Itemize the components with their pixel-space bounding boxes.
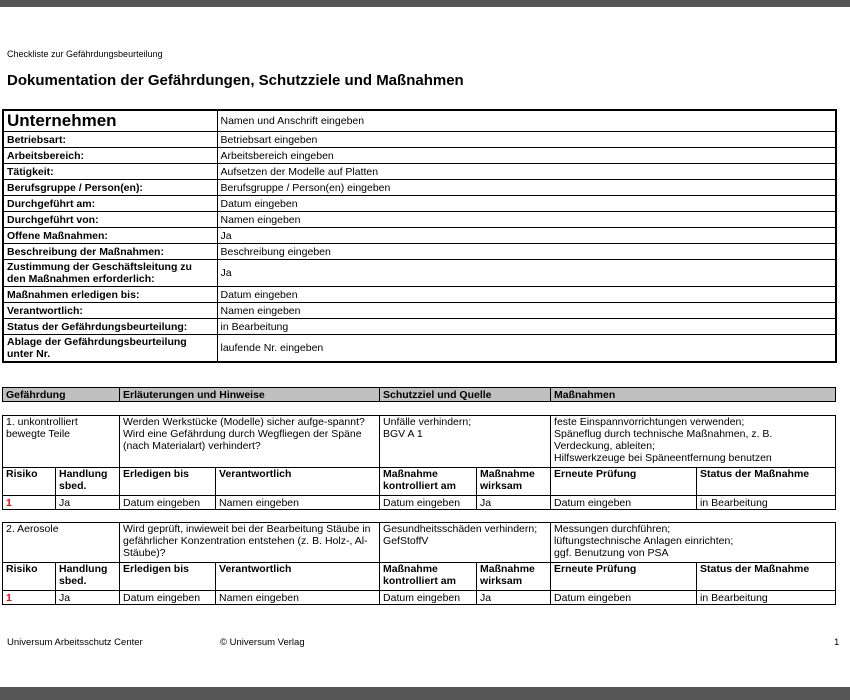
info-value-field[interactable]: in Bearbeitung <box>217 319 836 335</box>
info-row <box>3 180 836 196</box>
info-label: Durchgeführt am: <box>3 196 217 212</box>
subheader-due: Erledigen bis <box>120 468 216 496</box>
footer-copyright: © Universum Verlag <box>220 637 305 648</box>
hazard-header-table <box>2 387 836 402</box>
info-label: Betriebsart: <box>3 132 217 148</box>
info-row <box>3 148 836 164</box>
subheader-effective: Maßnahme wirksam <box>477 468 551 496</box>
controlled-date-field[interactable]: Datum eingeben <box>380 496 477 510</box>
subheader-due: Erledigen bis <box>120 563 216 591</box>
document-label: Checkliste zur Gefährdungsbeurteilung <box>7 49 163 59</box>
hazard-block-1 <box>2 415 836 510</box>
info-label: Verantwortlich: <box>3 303 217 319</box>
subheader-responsible: Verantwortlich <box>216 468 380 496</box>
info-value-field[interactable]: Ja <box>217 260 836 287</box>
company-info-table <box>2 109 837 363</box>
subheader-controlled: Maßnahme kontrolliert am <box>380 468 477 496</box>
hazard-block-2 <box>2 522 836 605</box>
subheader-risk: Risiko <box>3 563 56 591</box>
controlled-date-field[interactable]: Datum eingeben <box>380 591 477 605</box>
info-label: Status der Gefährdungsbeurteilung: <box>3 319 217 335</box>
subheader-action-needed: Handlung sbed. <box>56 468 120 496</box>
info-value-field[interactable]: Ja <box>217 228 836 244</box>
info-value-field[interactable]: Datum eingeben <box>217 196 836 212</box>
window-bottom-bar <box>0 687 850 700</box>
hazard-measures: feste Einspannvorrichtungen verwenden; Späneflug durch technische Maßnahmen, z. B. Verdeckung, ableiten; Hilfswerkzeuge bei Späneentfernung benutzen <box>551 416 836 468</box>
action-needed-field[interactable]: Ja <box>56 496 120 510</box>
company-name-field[interactable]: Namen und Anschrift eingeben <box>217 110 836 132</box>
company-heading-row <box>3 110 836 132</box>
subheader-effective: Maßnahme wirksam <box>477 563 551 591</box>
subheader-status: Status der Maßnahme <box>697 468 836 496</box>
info-label: Beschreibung der Maßnahmen: <box>3 244 217 260</box>
company-heading: Unternehmen <box>3 110 217 132</box>
column-header-hazard: Gefährdung <box>3 388 120 402</box>
subheader-recheck: Erneute Prüfung <box>551 563 697 591</box>
hazard-goal: Unfälle verhindern; BGV A 1 <box>380 416 551 468</box>
info-value-field[interactable]: Betriebsart eingeben <box>217 132 836 148</box>
recheck-date-field[interactable]: Datum eingeben <box>551 496 697 510</box>
risk-value[interactable]: 1 <box>3 591 56 605</box>
info-label: Tätigkeit: <box>3 164 217 180</box>
info-row <box>3 303 836 319</box>
subheader-status: Status der Maßnahme <box>697 563 836 591</box>
footer-page-number: 1 <box>834 637 840 648</box>
recheck-date-field[interactable]: Datum eingeben <box>551 591 697 605</box>
info-row <box>3 260 836 287</box>
info-label: Durchgeführt von: <box>3 212 217 228</box>
hazard-notes: Wird geprüft, inwieweit bei der Bearbeitung Stäube in gefährlicher Konzentration entstehen (z. B. Holz-, Al-Stäube)? <box>120 523 380 563</box>
status-field[interactable]: in Bearbeitung <box>697 591 836 605</box>
info-label: Maßnahmen erledigen bis: <box>3 287 217 303</box>
info-value-field[interactable]: Arbeitsbereich eingeben <box>217 148 836 164</box>
info-value-field[interactable]: Namen eingeben <box>217 303 836 319</box>
info-label: Offene Maßnahmen: <box>3 228 217 244</box>
info-label: Berufsgruppe / Person(en): <box>3 180 217 196</box>
info-row <box>3 132 836 148</box>
window-top-bar <box>0 0 850 7</box>
info-label: Arbeitsbereich: <box>3 148 217 164</box>
risk-value[interactable]: 1 <box>3 496 56 510</box>
info-row <box>3 319 836 335</box>
info-value-field[interactable]: laufende Nr. eingeben <box>217 335 836 362</box>
subheader-recheck: Erneute Prüfung <box>551 468 697 496</box>
info-row <box>3 196 836 212</box>
info-value-field[interactable]: Berufsgruppe / Person(en) eingeben <box>217 180 836 196</box>
column-header-goal: Schutzziel und Quelle <box>380 388 551 402</box>
subheader-risk: Risiko <box>3 468 56 496</box>
info-row <box>3 228 836 244</box>
due-date-field[interactable]: Datum eingeben <box>120 591 216 605</box>
effective-field[interactable]: Ja <box>477 496 551 510</box>
info-value-field[interactable]: Aufsetzen der Modelle auf Platten <box>217 164 836 180</box>
responsible-field[interactable]: Namen eingeben <box>216 591 380 605</box>
info-label: Zustimmung der Geschäftsleitung zu den Maßnahmen erforderlich: <box>3 260 217 287</box>
status-field[interactable]: in Bearbeitung <box>697 496 836 510</box>
info-value-field[interactable]: Namen eingeben <box>217 212 836 228</box>
info-label: Ablage der Gefährdungsbeurteilung unter Nr. <box>3 335 217 362</box>
subheader-controlled: Maßnahme kontrolliert am <box>380 563 477 591</box>
effective-field[interactable]: Ja <box>477 591 551 605</box>
hazard-name: 1. unkontrolliert bewegte Teile <box>3 416 120 468</box>
page-title: Dokumentation der Gefährdungen, Schutzziele und Maßnahmen <box>7 72 464 89</box>
hazard-name: 2. Aerosole <box>3 523 120 563</box>
subheader-action-needed: Handlung sbed. <box>56 563 120 591</box>
due-date-field[interactable]: Datum eingeben <box>120 496 216 510</box>
action-needed-field[interactable]: Ja <box>56 591 120 605</box>
footer-publisher: Universum Arbeitsschutz Center <box>7 637 143 648</box>
column-header-notes: Erläuterungen und Hinweise <box>120 388 380 402</box>
hazard-goal: Gesundheitsschäden verhindern; GefStoffV <box>380 523 551 563</box>
column-header-measures: Maßnahmen <box>551 388 836 402</box>
info-row <box>3 335 836 362</box>
info-value-field[interactable]: Beschreibung eingeben <box>217 244 836 260</box>
info-row <box>3 212 836 228</box>
hazard-measures: Messungen durchführen; lüftungstechnische Anlagen einrichten; ggf. Benutzung von PSA <box>551 523 836 563</box>
info-value-field[interactable]: Datum eingeben <box>217 287 836 303</box>
info-row <box>3 164 836 180</box>
info-row <box>3 287 836 303</box>
responsible-field[interactable]: Namen eingeben <box>216 496 380 510</box>
hazard-notes: Werden Werkstücke (Modelle) sicher aufge-spannt? Wird eine Gefährdung durch Wegfliegen der Späne (nach Materialart) verhindert? <box>120 416 380 468</box>
info-row <box>3 244 836 260</box>
subheader-responsible: Verantwortlich <box>216 563 380 591</box>
